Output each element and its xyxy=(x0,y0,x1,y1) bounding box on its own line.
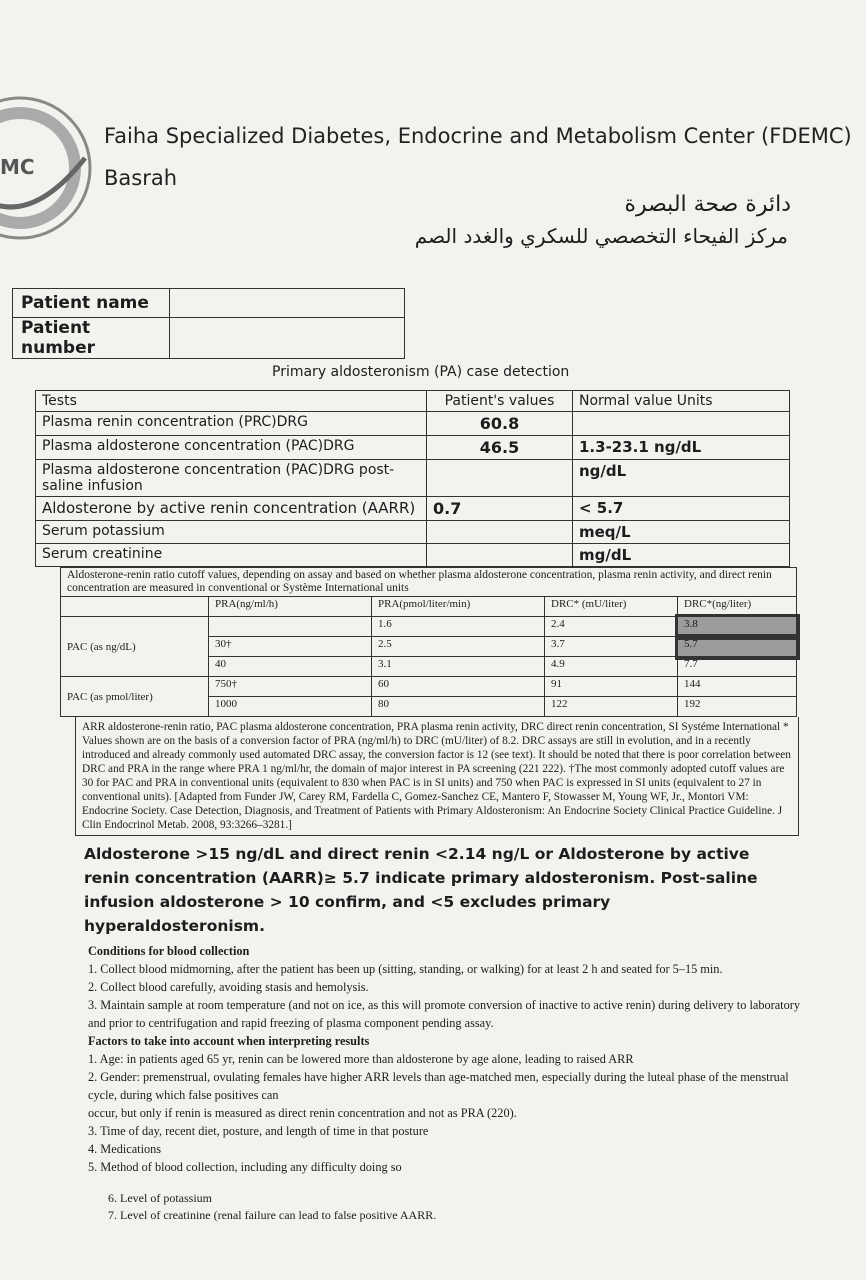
cell: 7.7 xyxy=(678,657,797,677)
header-normal-values: Normal value Units xyxy=(573,391,790,412)
cell: 30† xyxy=(209,637,372,657)
table-row xyxy=(36,412,790,436)
patient-value xyxy=(427,460,573,497)
patient-info-table xyxy=(12,288,405,359)
cell: 4.9 xyxy=(545,657,678,677)
cell: 3.7 xyxy=(545,637,678,657)
patient-name-label: Patient name xyxy=(13,289,170,318)
results-header-row xyxy=(36,391,790,412)
cell: 750† xyxy=(209,677,372,697)
patient-value xyxy=(427,521,573,544)
list-item: 1. Age: in patients aged 65 yr, renin can be lowered more than aldosterone by age alone, leading to raised ARR xyxy=(88,1052,634,1066)
normal-value xyxy=(573,412,790,436)
cell: 60 xyxy=(372,677,545,697)
patient-number-field[interactable] xyxy=(170,318,405,359)
normal-value: mg/dL xyxy=(573,544,790,567)
cutoff-caption: Aldosterone-renin ratio cutoff values, depending on assay and based on whether plasma aldosterone concentration, plasma renin activity, and direct renin concentration are measured in conventional or Système International units xyxy=(61,568,797,597)
test-name: Aldosterone by active renin concentration (AARR) xyxy=(36,497,427,521)
cutoff-header-row xyxy=(61,597,797,617)
cell: 91 xyxy=(545,677,678,697)
cell: 80 xyxy=(372,697,545,717)
patient-value: 0.7 xyxy=(427,497,573,521)
normal-value: meq/L xyxy=(573,521,790,544)
list-item: 7. Level of creatinine (renal failure can lead to false positive AARR. xyxy=(108,1208,437,1222)
normal-value: 1.3-23.1 ng/dL xyxy=(573,436,790,460)
cutoff-header xyxy=(61,597,209,617)
svg-text:MC: MC xyxy=(0,155,35,179)
patient-value: 46.5 xyxy=(427,436,573,460)
table-row xyxy=(36,497,790,521)
cutoff-header: PRA(ng/ml/h) xyxy=(209,597,372,617)
table-row xyxy=(61,677,797,697)
cell: 2.5 xyxy=(372,637,545,657)
test-name: Plasma aldosterone concentration (PAC)DRG xyxy=(36,436,427,460)
interpretation-text: Aldosterone >15 ng/dL and direct renin <2.14 ng/L or Aldosterone by active renin concentration (AARR)≥ 5.7 indicate primary aldosteronism. Post-saline infusion aldosterone > 10 confirm, and <5 excludes primary hyperaldosteronism. xyxy=(84,845,758,935)
conditions-heading: Conditions for blood collection xyxy=(88,944,250,958)
table-row xyxy=(36,436,790,460)
arr-cutoff-table xyxy=(60,567,797,717)
highlighted-cell: 5.7 xyxy=(678,637,797,657)
cell: 144 xyxy=(678,677,797,697)
cell: 2.4 xyxy=(545,617,678,637)
arabic-department: دائرة صحة البصرة xyxy=(624,192,791,217)
table-footnote: ARR aldosterone-renin ratio, PAC plasma aldosterone concentration, PRA plasma renin activity, DRC direct renin concentration, SI Systéme International * Values shown are on the basis of a conversion factor of PRA (ng/ml/h) to DRC (mU/liter) of 8.2. DRC assays are still in evolution, and in a recently introduced and already commonly used automated DRC assay, the conversion factor is 12 (see text). It should be noted that there is poor correlation between DRC and PRA in the range where PRA 1 ng/ml/hr, the domain of major interest in PA screening (221 222). †The most commonly adopted cutoff values are 30 for PAC and PRA in conventional units (equivalent to 830 when PAC is in SI units) and 750 when PAC is expressed in SI units (equivalent to 27 in conventional units). [Adapted from Funder JW, Carey RM, Fardella C, Gomez-Sanchez CE, Mantero F, Stowasser M, Young WF, Jr., Montori VM: Endocrine Society. Case Detection, Diagnosis, and Treatment of Patients with Primary Aldosteronism: An Endocrine Society Clinical Practice Guideline. J Clin Endocrinol Metab. 2008, 93:3266–3281.] xyxy=(75,717,799,836)
test-name: Plasma aldosterone concentration (PAC)DRG post-saline infusion xyxy=(36,460,427,497)
cutoff-header: DRC*(ng/liter) xyxy=(678,597,797,617)
patient-number-label: Patient number xyxy=(13,318,170,359)
highlighted-cell: 3.8 xyxy=(678,617,797,637)
header-patient-values: Patient's values xyxy=(427,391,573,412)
cutoff-header: DRC* (mU/liter) xyxy=(545,597,678,617)
list-item: 2. Gender: premenstrual, ovulating females have higher ARR levels than age-matched men, especially during the luteal phase of the menstrual cycle, during which false positives can xyxy=(88,1070,789,1102)
arabic-center-name: مركز الفيحاء التخصصي للسكري والغدد الصم xyxy=(414,224,788,248)
cell: 192 xyxy=(678,697,797,717)
report-body xyxy=(35,390,800,1224)
factors-heading: Factors to take into account when interpreting results xyxy=(88,1034,370,1048)
list-item: occur, but only if renin is measured as direct renin concentration and not as PRA (220). xyxy=(88,1106,517,1120)
center-name: Faiha Specialized Diabetes, Endocrine and Metabolism Center (FDEMC) xyxy=(104,124,852,148)
list-item: 2. Collect blood carefully, avoiding stasis and hemolysis. xyxy=(88,980,369,994)
list-item: 3. Time of day, recent diet, posture, and length of time in that posture xyxy=(88,1124,429,1138)
instructions xyxy=(88,942,800,1176)
cutoff-header: PRA(pmol/liter/min) xyxy=(372,597,545,617)
group-pac-pmol: PAC (as pmol/liter) xyxy=(61,677,209,717)
patient-name-field[interactable] xyxy=(170,289,405,318)
list-item: 5. Method of blood collection, including any difficulty doing so xyxy=(88,1160,402,1174)
cell xyxy=(209,617,372,637)
cell: 1000 xyxy=(209,697,372,717)
patient-value: 60.8 xyxy=(427,412,573,436)
test-name: Serum creatinine xyxy=(36,544,427,567)
results-table xyxy=(35,390,790,567)
cell: 122 xyxy=(545,697,678,717)
table-row xyxy=(36,544,790,567)
table-row xyxy=(36,460,790,497)
test-name: Plasma renin concentration (PRC)DRG xyxy=(36,412,427,436)
center-city: Basrah xyxy=(104,166,178,190)
group-pac-ngdl: PAC (as ng/dL) xyxy=(61,617,209,677)
report-title: Primary aldosteronism (PA) case detection xyxy=(272,364,570,380)
table-row xyxy=(61,617,797,637)
cell: 3.1 xyxy=(372,657,545,677)
patient-value xyxy=(427,544,573,567)
normal-value: ng/dL xyxy=(573,460,790,497)
cell: 1.6 xyxy=(372,617,545,637)
list-item: 1. Collect blood midmorning, after the patient has been up (sitting, standing, or walking) for at least 2 h and seated for 5–15 min. xyxy=(88,962,723,976)
normal-value: < 5.7 xyxy=(573,497,790,521)
table-row xyxy=(36,521,790,544)
list-item: 3. Maintain sample at room temperature (and not on ice, as this will promote conversion of inactive to active renin) during delivery to laboratory and prior to centrifugation and rapid freezing of plasma component pending assay. xyxy=(88,998,800,1030)
instructions-continued xyxy=(108,1190,800,1224)
header-tests: Tests xyxy=(36,391,427,412)
list-item: 6. Level of potassium xyxy=(108,1191,212,1205)
cell: 40 xyxy=(209,657,372,677)
test-name: Serum potassium xyxy=(36,521,427,544)
fdemc-logo xyxy=(0,88,95,248)
list-item: 4. Medications xyxy=(88,1142,162,1156)
